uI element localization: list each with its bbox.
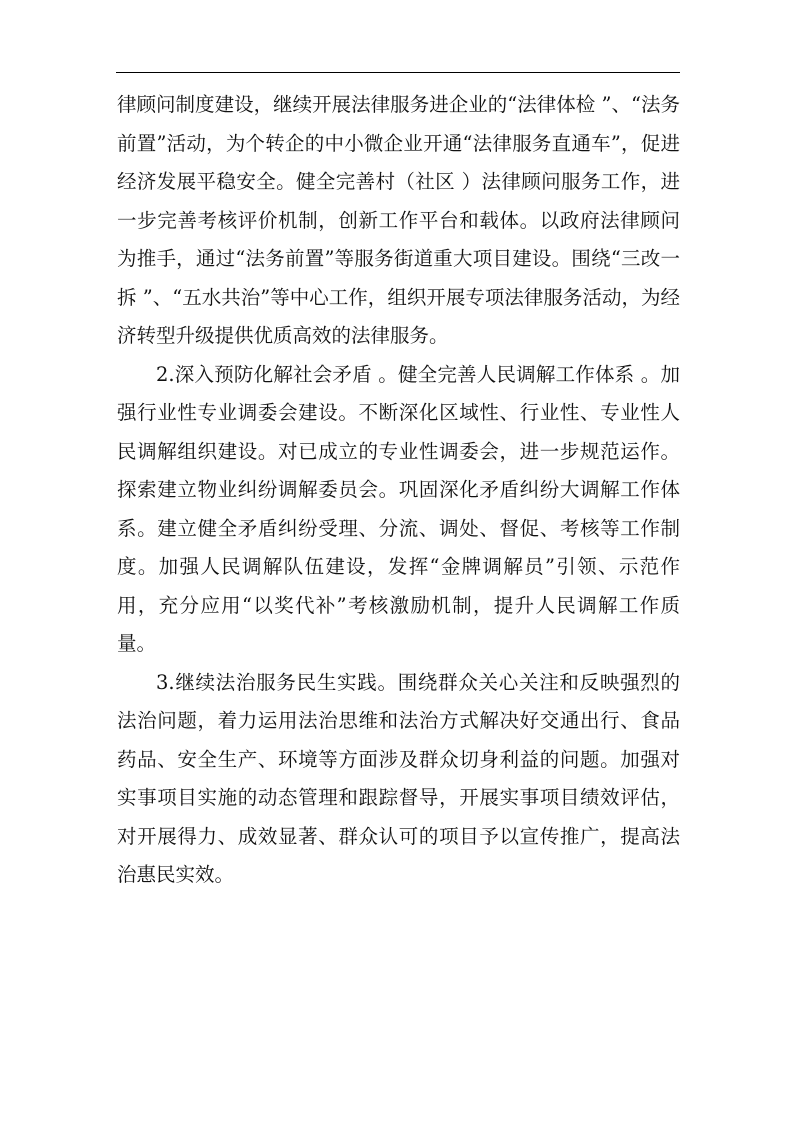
document-body	[117, 86, 680, 895]
header-rule	[116, 72, 680, 73]
paragraph-item-3: 3.继续法治服务民生实践。围绕群众关心关注和反映强烈的法治问题，着力运用法治思维和法治方式解决好交通出行、食品药品、安全生产、环境等方面涉及群众切身利益的问题。加强对实事项目实施的动态管理和跟踪督导，开展实事项目绩效评估，对开展得力、成效显著、群众认可的项目予以宣传推广，提高法治惠民实效。	[117, 670, 680, 886]
paragraph-item-2: 2.深入预防化解社会矛盾 。健全完善人民调解工作体系 。加强行业性专业调委会建设。不断深化区域性、行业性、专业性人民调解组织建设。对已成立的专业性调委会，进一步规范运作。探索建立物业纠纷调解委员会。巩固深化矛盾纠纷大调解工作体系。建立健全矛盾纠纷受理、分流、调处、督促、考核等工作制度。加强人民调解队伍建设，发挥“金牌调解员”引领、示范作用，充分应用“以奖代补”考核激励机制，提升人民调解工作质量。	[117, 362, 680, 655]
paragraph-continuation: 律顾问制度建设，继续开展法律服务进企业的“法律体检 ”、“法务前置”活动，为个转企的中小微企业开通“法律服务直通车”，促进经济发展平稳安全。健全完善村（社区 ）法律顾问服务工作，进一步完善考核评价机制，创新工作平台和载体。以政府法律顾问为推手，通过“法务前置”等服务街道重大项目建设。围绕“三改一拆 ”、“五水共治”等中心工作，组织开展专项法律服务活动，为经济转型升级提供优质高效的法律服务。	[117, 93, 680, 347]
